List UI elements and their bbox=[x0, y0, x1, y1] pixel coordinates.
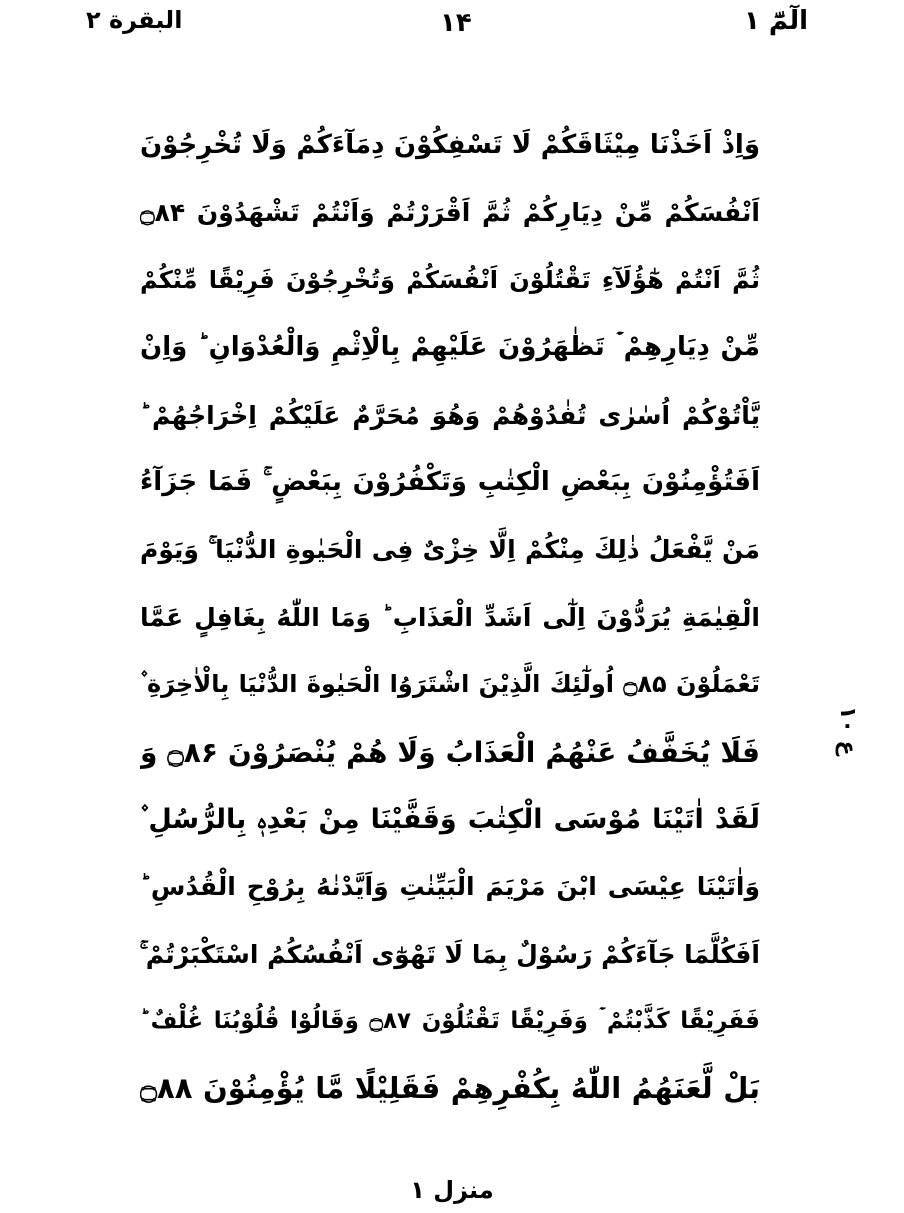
verse-line: اَفَكُلَّمَا جَآءَكُمْ رَسُوْلٌ بِمَا لَا تَهْوٰٓى اَنْفُسُكُمُ اسْتَكْبَرْتُمْ ۚ bbox=[140, 939, 760, 969]
verse-line: اَفَتُؤْمِنُوْنَ بِبَعْضِ الْكِتٰبِ وَتَكْفُرُوْنَ بِبَعْضٍ ۚ فَمَا جَزَآءُ bbox=[140, 466, 760, 497]
verse-line: وَاِذْ اَخَذْنَا مِيْثَاقَكُمْ لَا تَسْفِكُوْنَ دِمَآءَكُمْ وَلَا تُخْرِجُوْنَ bbox=[140, 130, 760, 160]
ruku-marker: ع ۱۰ bbox=[835, 706, 860, 756]
verse-line: فَلَا يُخَفَّفُ عَنْهُمُ الْعَذَابُ وَلَا هُمْ يُنْصَرُوْنَ ۝۸۶ وَ bbox=[140, 735, 760, 769]
page-number: ۱۴ bbox=[440, 8, 472, 38]
para-name: الٓمّٓ ۱ bbox=[744, 6, 808, 36]
verse-line: ثُمَّ اَنْتُمْ هٰٓؤُلَآءِ تَقْتُلُوْنَ اَنْفُسَكُمْ وَتُخْرِجُوْنَ فَرِيْقًا مِّنْكُمْ bbox=[140, 265, 760, 294]
verse-line: مِّنْ دِيَارِهِمْ ۡ تَظٰهَرُوْنَ عَلَيْهِمْ بِالْاِثْمِ وَالْعُدْوَانِ ؕ وَاِنْ bbox=[140, 332, 760, 363]
verse-line: يَّاْتُوْكُمْ اُسٰرٰى تُفٰدُوْهُمْ وَهُوَ مُحَرَّمٌ عَلَيْكُمْ اِخْرَاجُهُمْ ؕ bbox=[140, 400, 760, 430]
surah-name: البقرة ۲ bbox=[86, 6, 183, 34]
manzil-footer: منزل ۱ bbox=[410, 1176, 494, 1204]
verse-line: فَفَرِيْقًا كَذَّبْتُمْ ۡ وَفَرِيْقًا تَقْتُلُوْنَ ۝۸۷ وَقَالُوْا قُلُوْبُنَا غُلْفٌ ؕ bbox=[140, 1008, 760, 1035]
verse-line: اَنْفُسَكُمْ مِّنْ دِيَارِكُمْ ثُمَّ اَقْرَرْتُمْ وَاَنْتُمْ تَشْهَدُوْنَ ۝۸۴ bbox=[140, 198, 760, 228]
verse-line: الْقِيٰمَةِ يُرَدُّوْنَ اِلٰٓى اَشَدِّ الْعَذَابِ ؕ وَمَا اللّٰهُ بِغَافِلٍ عَمَّا bbox=[140, 602, 760, 632]
verse-line: مَنْ يَّفْعَلُ ذٰلِكَ مِنْكُمْ اِلَّا خِزْىٌ فِى الْحَيٰوةِ الدُّنْيَا ۚ وَيَوْمَ bbox=[140, 535, 760, 565]
verse-line: بَلْ لَّعَنَهُمُ اللّٰهُ بِكُفْرِهِمْ فَقَلِيْلًا مَّا يُؤْمِنُوْنَ ۝۸۸ bbox=[140, 1071, 760, 1106]
page-header bbox=[0, 0, 904, 50]
verse-line: لَقَدْ اٰتَيْنَا مُوْسَى الْكِتٰبَ وَقَفَّيْنَا مِنْ بَعْدِهٖ بِالرُّسُلِ ۫ bbox=[140, 803, 760, 835]
verse-line: تَعْمَلُوْنَ ۝۸۵ اُولٰٓئِكَ الَّذِيْنَ اشْتَرَوُا الْحَيٰوةَ الدُّنْيَا بِالْاٰخِرَةِ ۫ bbox=[140, 670, 760, 699]
verse-line: وَاٰتَيْنَا عِيْسَى ابْنَ مَرْيَمَ الْبَيِّنٰتِ وَاَيَّدْنٰهُ بِرُوْحِ الْقُدُسِ ؕ bbox=[140, 872, 760, 902]
verse-text-block bbox=[140, 112, 760, 1123]
